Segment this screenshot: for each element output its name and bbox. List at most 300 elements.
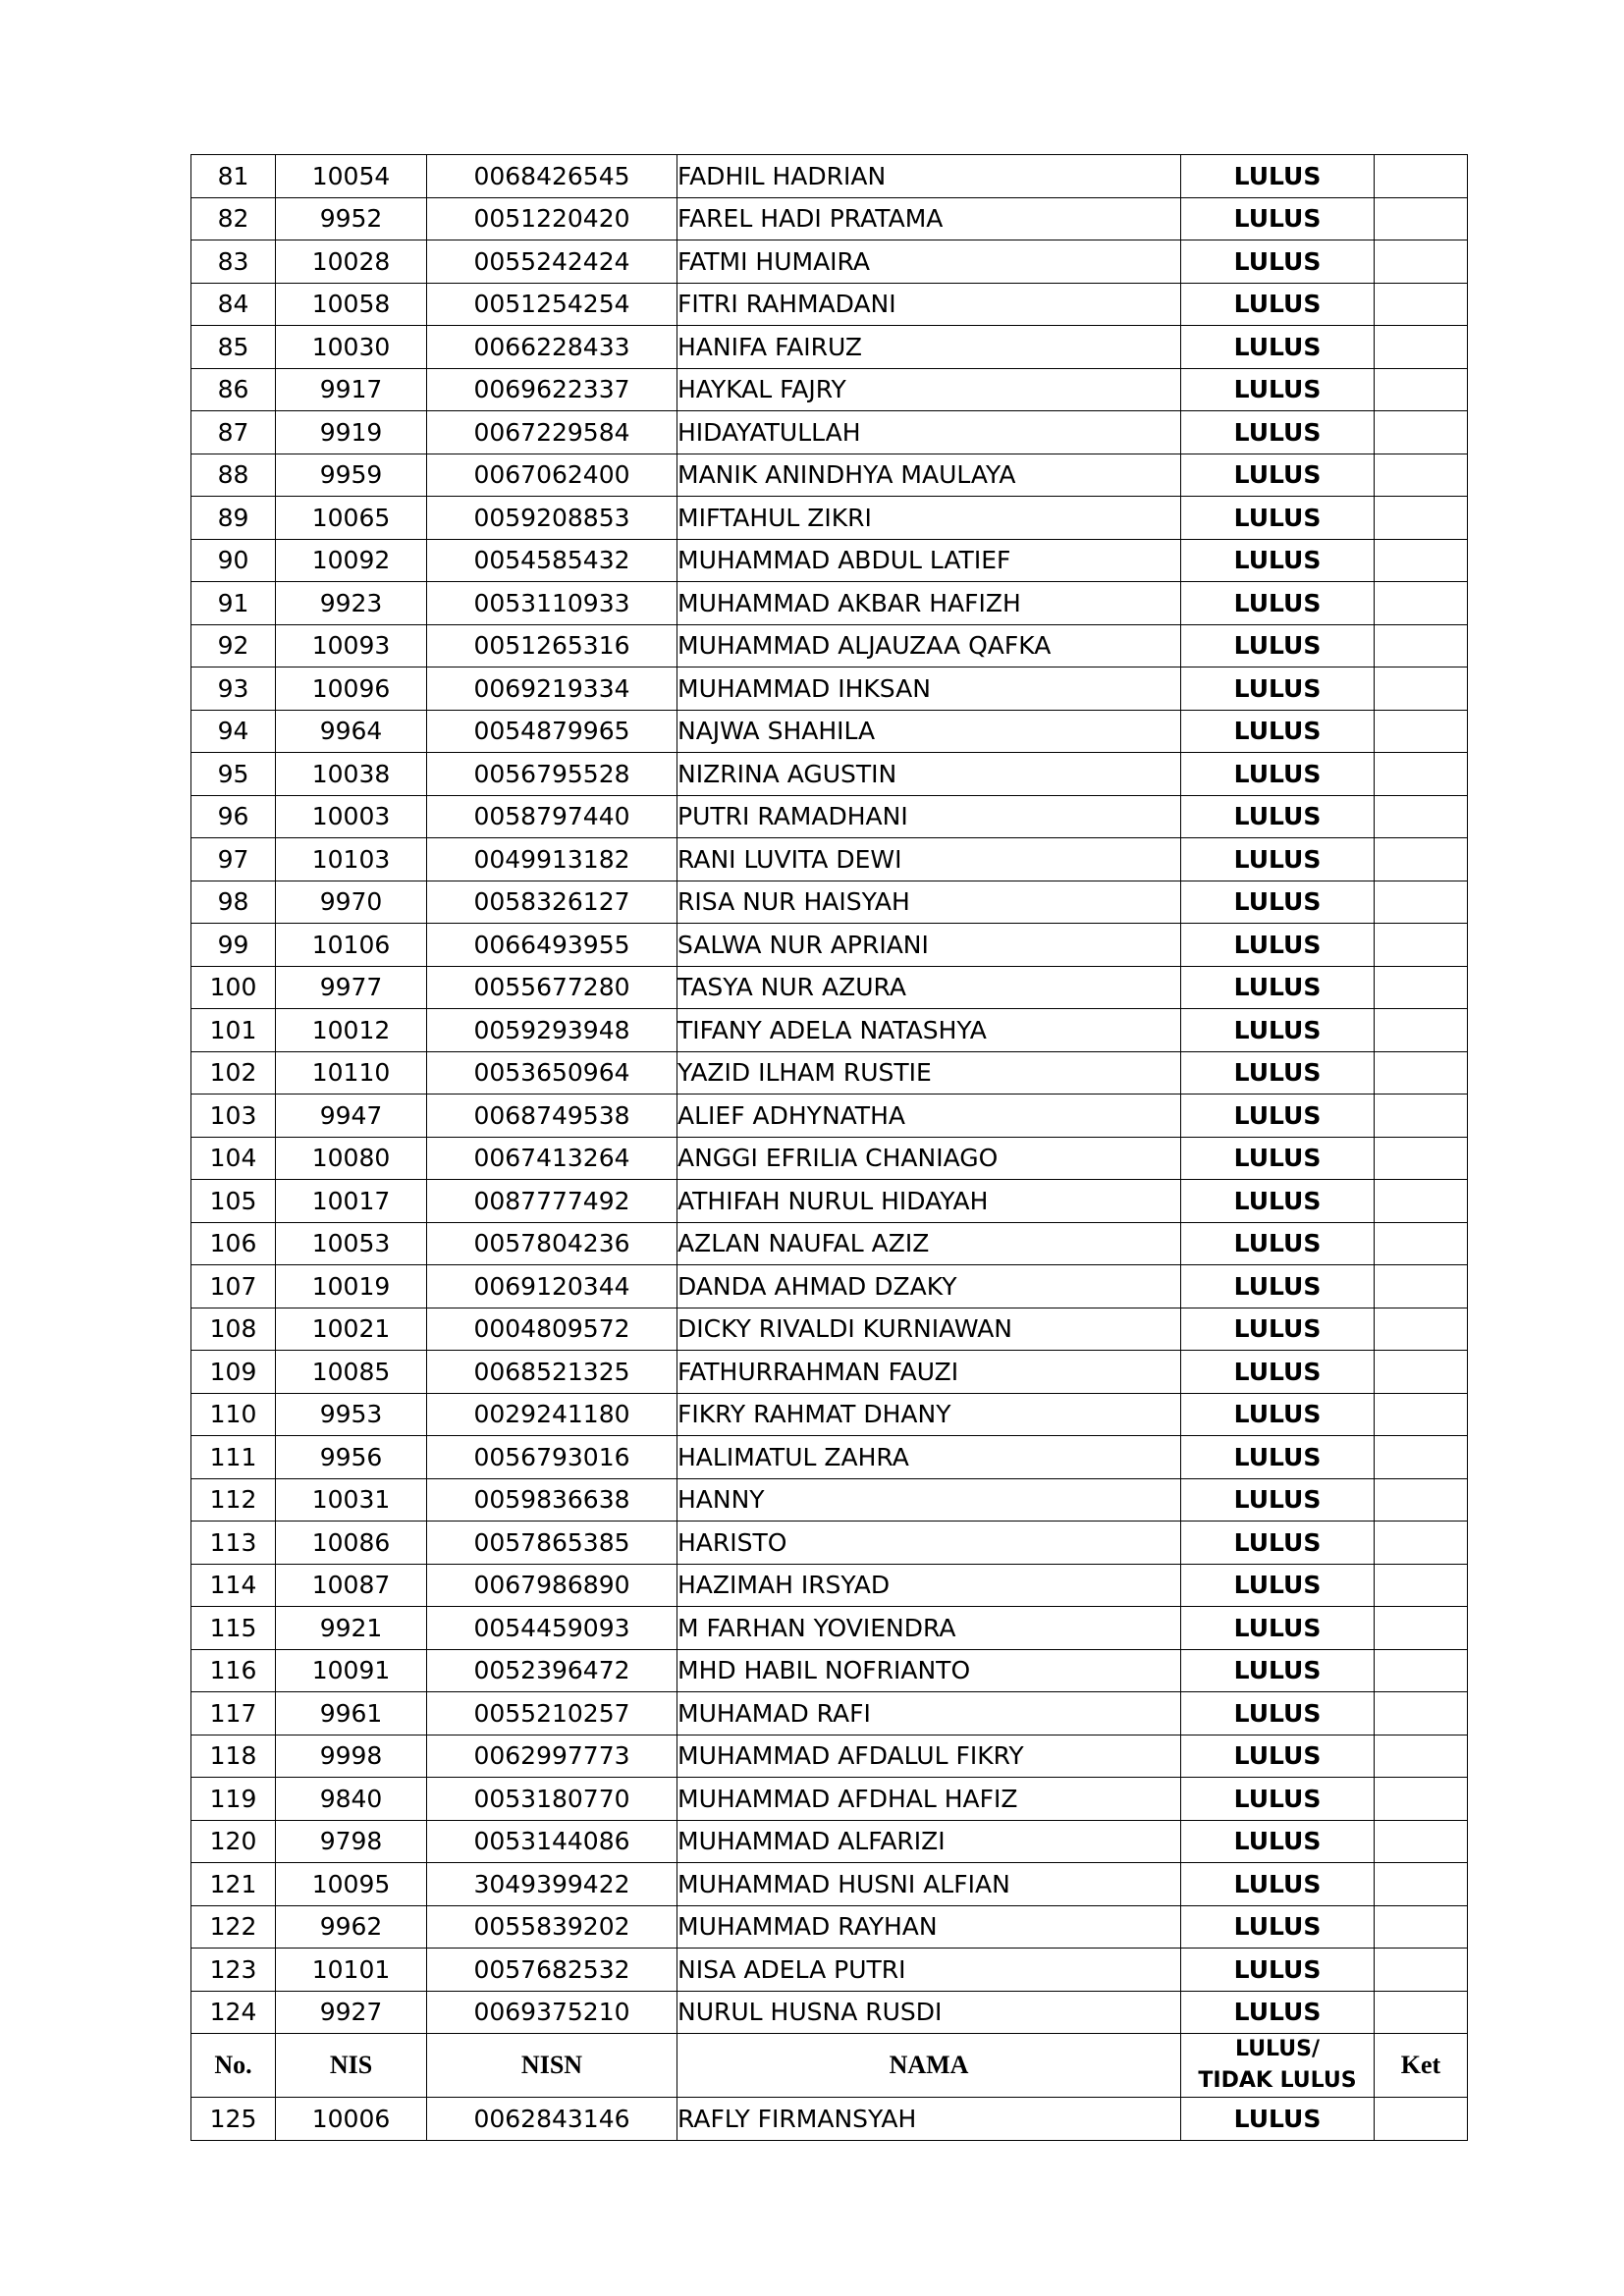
cell-nis: 10091 — [276, 1649, 427, 1692]
cell-nis: 10080 — [276, 1137, 427, 1180]
cell-status: LULUS — [1181, 838, 1375, 881]
cell-nama: MUHAMMAD AFDALUL FIKRY — [677, 1735, 1181, 1778]
table-body-top — [191, 155, 1468, 2034]
cell-nama: HANIFA FAIRUZ — [677, 326, 1181, 369]
cell-no: 82 — [191, 197, 276, 240]
cell-status: LULUS — [1181, 1095, 1375, 1138]
cell-ket — [1375, 1949, 1468, 1992]
cell-nama: RAFLY FIRMANSYAH — [677, 2098, 1181, 2141]
cell-nisn: 0057682532 — [427, 1949, 677, 1992]
cell-nis: 9947 — [276, 1095, 427, 1138]
cell-nis: 10093 — [276, 624, 427, 667]
cell-nama: NURUL HUSNA RUSDI — [677, 1991, 1181, 2034]
cell-nisn: 0049913182 — [427, 838, 677, 881]
table-row — [191, 497, 1468, 540]
cell-nisn: 0057804236 — [427, 1222, 677, 1265]
cell-nis: 9927 — [276, 1991, 427, 2034]
table-row — [191, 924, 1468, 967]
cell-status: LULUS — [1181, 1905, 1375, 1949]
cell-no: 93 — [191, 667, 276, 711]
table-row — [191, 795, 1468, 838]
cell-nis: 9962 — [276, 1905, 427, 1949]
cell-no: 81 — [191, 155, 276, 198]
cell-no: 92 — [191, 624, 276, 667]
cell-nama: FADHIL HADRIAN — [677, 155, 1181, 198]
table-row — [191, 710, 1468, 753]
cell-nis: 9998 — [276, 1735, 427, 1778]
cell-nis: 9964 — [276, 710, 427, 753]
cell-nis: 10006 — [276, 2098, 427, 2141]
cell-ket — [1375, 710, 1468, 753]
table-row — [191, 539, 1468, 582]
cell-nama: HALIMATUL ZAHRA — [677, 1436, 1181, 1479]
cell-nis: 10021 — [276, 1308, 427, 1351]
cell-ket — [1375, 1478, 1468, 1522]
cell-nama: TASYA NUR AZURA — [677, 966, 1181, 1009]
cell-ket — [1375, 582, 1468, 625]
cell-nisn: 0059836638 — [427, 1478, 677, 1522]
cell-no: 105 — [191, 1180, 276, 1223]
cell-no: 87 — [191, 411, 276, 454]
cell-no: 119 — [191, 1778, 276, 1821]
table-row — [191, 1949, 1468, 1992]
cell-nisn: 0069375210 — [427, 1991, 677, 2034]
cell-nama: DICKY RIVALDI KURNIAWAN — [677, 1308, 1181, 1351]
cell-status: LULUS — [1181, 1436, 1375, 1479]
cell-no: 109 — [191, 1351, 276, 1394]
cell-no: 124 — [191, 1991, 276, 2034]
cell-status: LULUS — [1181, 1478, 1375, 1522]
table-row — [191, 1051, 1468, 1095]
table-row — [191, 1308, 1468, 1351]
cell-status: LULUS — [1181, 881, 1375, 924]
table-row — [191, 624, 1468, 667]
cell-nis: 10053 — [276, 1222, 427, 1265]
cell-status: LULUS — [1181, 283, 1375, 326]
cell-nis: 10065 — [276, 497, 427, 540]
cell-no: 99 — [191, 924, 276, 967]
table-row — [191, 1393, 1468, 1436]
cell-nama: RANI LUVITA DEWI — [677, 838, 1181, 881]
table-row — [191, 1351, 1468, 1394]
cell-no: 83 — [191, 240, 276, 284]
cell-nisn: 0062997773 — [427, 1735, 677, 1778]
cell-ket — [1375, 1308, 1468, 1351]
cell-status: LULUS — [1181, 155, 1375, 198]
cell-nis: 9959 — [276, 454, 427, 497]
table-row — [191, 454, 1468, 497]
cell-no: 123 — [191, 1949, 276, 1992]
table-row — [191, 753, 1468, 796]
table-row — [191, 1735, 1468, 1778]
cell-nisn: 0068749538 — [427, 1095, 677, 1138]
cell-nis: 10030 — [276, 326, 427, 369]
cell-ket — [1375, 1778, 1468, 1821]
cell-nama: PUTRI RAMADHANI — [677, 795, 1181, 838]
cell-status: LULUS — [1181, 624, 1375, 667]
header-row — [191, 2034, 1468, 2098]
cell-nisn: 0056793016 — [427, 1436, 677, 1479]
cell-status: LULUS — [1181, 710, 1375, 753]
cell-status: LULUS — [1181, 197, 1375, 240]
cell-status: LULUS — [1181, 1051, 1375, 1095]
cell-nama: HAYKAL FAJRY — [677, 368, 1181, 411]
cell-nama: YAZID ILHAM RUSTIE — [677, 1051, 1181, 1095]
cell-nama: MUHAMMAD ABDUL LATIEF — [677, 539, 1181, 582]
cell-ket — [1375, 1692, 1468, 1735]
cell-status: LULUS — [1181, 966, 1375, 1009]
cell-nis: 9970 — [276, 881, 427, 924]
table-row — [191, 582, 1468, 625]
cell-nama: HAZIMAH IRSYAD — [677, 1564, 1181, 1607]
cell-nisn: 0054585432 — [427, 539, 677, 582]
cell-nama: HARISTO — [677, 1522, 1181, 1565]
cell-nama: HANNY — [677, 1478, 1181, 1522]
cell-status: LULUS — [1181, 1222, 1375, 1265]
cell-nisn: 0069120344 — [427, 1265, 677, 1308]
cell-nis: 10087 — [276, 1564, 427, 1607]
cell-nis: 9921 — [276, 1607, 427, 1650]
cell-no: 125 — [191, 2098, 276, 2141]
cell-status: LULUS — [1181, 1607, 1375, 1650]
table-row — [191, 966, 1468, 1009]
table-row — [191, 1905, 1468, 1949]
cell-no: 107 — [191, 1265, 276, 1308]
cell-no: 102 — [191, 1051, 276, 1095]
cell-status: LULUS — [1181, 1564, 1375, 1607]
cell-status: LULUS — [1181, 1393, 1375, 1436]
cell-nisn: 0053650964 — [427, 1051, 677, 1095]
cell-ket — [1375, 1564, 1468, 1607]
cell-nisn: 0053110933 — [427, 582, 677, 625]
cell-nama: NIZRINA AGUSTIN — [677, 753, 1181, 796]
cell-nis: 10012 — [276, 1009, 427, 1052]
cell-no: 122 — [191, 1905, 276, 1949]
header-status-line2: TIDAK LULUS — [1198, 2068, 1357, 2093]
table-row — [191, 368, 1468, 411]
cell-nama: MUHAMMAD RAYHAN — [677, 1905, 1181, 1949]
table-row — [191, 1692, 1468, 1735]
cell-ket — [1375, 1436, 1468, 1479]
cell-no: 113 — [191, 1522, 276, 1565]
table-header-block — [191, 2034, 1468, 2098]
table-row — [191, 881, 1468, 924]
header-nama: NAMA — [677, 2034, 1181, 2098]
cell-no: 115 — [191, 1607, 276, 1650]
cell-nama: ATHIFAH NURUL HIDAYAH — [677, 1180, 1181, 1223]
cell-ket — [1375, 1351, 1468, 1394]
table-row — [191, 1095, 1468, 1138]
cell-status: LULUS — [1181, 1735, 1375, 1778]
cell-status: LULUS — [1181, 454, 1375, 497]
cell-nisn: 0069622337 — [427, 368, 677, 411]
cell-status: LULUS — [1181, 1692, 1375, 1735]
table-row — [191, 1522, 1468, 1565]
cell-nama: FATMI HUMAIRA — [677, 240, 1181, 284]
cell-nis: 10103 — [276, 838, 427, 881]
cell-nis: 10038 — [276, 753, 427, 796]
table-row — [191, 155, 1468, 198]
cell-no: 111 — [191, 1436, 276, 1479]
table-row — [191, 1009, 1468, 1052]
cell-nis: 10003 — [276, 795, 427, 838]
cell-status: LULUS — [1181, 326, 1375, 369]
table-body-bottom — [191, 2098, 1468, 2141]
cell-nisn: 0069219334 — [427, 667, 677, 711]
cell-nama: FAREL HADI PRATAMA — [677, 197, 1181, 240]
cell-status: LULUS — [1181, 1991, 1375, 2034]
cell-ket — [1375, 1051, 1468, 1095]
cell-no: 96 — [191, 795, 276, 838]
cell-nisn: 0051265316 — [427, 624, 677, 667]
cell-ket — [1375, 753, 1468, 796]
cell-nisn: 0067229584 — [427, 411, 677, 454]
cell-nisn: 0067986890 — [427, 1564, 677, 1607]
cell-no: 95 — [191, 753, 276, 796]
table-row — [191, 667, 1468, 711]
table-row — [191, 1564, 1468, 1607]
cell-status: LULUS — [1181, 368, 1375, 411]
table-row — [191, 411, 1468, 454]
cell-nisn: 0004809572 — [427, 1308, 677, 1351]
cell-ket — [1375, 197, 1468, 240]
cell-no: 104 — [191, 1137, 276, 1180]
table-row — [191, 1137, 1468, 1180]
table-row — [191, 1778, 1468, 1821]
cell-status: LULUS — [1181, 1308, 1375, 1351]
cell-nama: HIDAYATULLAH — [677, 411, 1181, 454]
cell-nis: 10110 — [276, 1051, 427, 1095]
cell-ket — [1375, 667, 1468, 711]
cell-status: LULUS — [1181, 1778, 1375, 1821]
cell-nis: 9952 — [276, 197, 427, 240]
cell-nis: 10028 — [276, 240, 427, 284]
cell-nis: 10096 — [276, 667, 427, 711]
cell-ket — [1375, 1180, 1468, 1223]
cell-nis: 10092 — [276, 539, 427, 582]
cell-nama: NAJWA SHAHILA — [677, 710, 1181, 753]
cell-no: 112 — [191, 1478, 276, 1522]
cell-ket — [1375, 2098, 1468, 2141]
cell-nis: 10101 — [276, 1949, 427, 1992]
cell-status: LULUS — [1181, 1863, 1375, 1906]
cell-nisn: 0068521325 — [427, 1351, 677, 1394]
cell-no: 108 — [191, 1308, 276, 1351]
cell-ket — [1375, 795, 1468, 838]
cell-status: LULUS — [1181, 924, 1375, 967]
cell-no: 89 — [191, 497, 276, 540]
cell-no: 97 — [191, 838, 276, 881]
header-nisn: NISN — [427, 2034, 677, 2098]
cell-nama: ANGGI EFRILIA CHANIAGO — [677, 1137, 1181, 1180]
cell-nis: 10031 — [276, 1478, 427, 1522]
header-ket: Ket — [1375, 2034, 1468, 2098]
cell-no: 100 — [191, 966, 276, 1009]
header-status-line1: LULUS/ — [1234, 2037, 1321, 2061]
cell-nisn: 0029241180 — [427, 1393, 677, 1436]
cell-nis: 9961 — [276, 1692, 427, 1735]
cell-ket — [1375, 1607, 1468, 1650]
cell-nama: MUHAMAD RAFI — [677, 1692, 1181, 1735]
cell-nisn: 0058326127 — [427, 881, 677, 924]
cell-nisn: 0056795528 — [427, 753, 677, 796]
cell-no: 103 — [191, 1095, 276, 1138]
cell-nisn: 0062843146 — [427, 2098, 677, 2141]
table-row — [191, 1991, 1468, 2034]
cell-nama: MHD HABIL NOFRIANTO — [677, 1649, 1181, 1692]
cell-nama: MUHAMMAD ALJAUZAA QAFKA — [677, 624, 1181, 667]
cell-nis: 10106 — [276, 924, 427, 967]
table-row — [191, 1478, 1468, 1522]
cell-no: 106 — [191, 1222, 276, 1265]
cell-ket — [1375, 411, 1468, 454]
header-nis: NIS — [276, 2034, 427, 2098]
cell-ket — [1375, 1820, 1468, 1863]
table-row — [191, 1607, 1468, 1650]
header-status — [1181, 2034, 1375, 2098]
cell-status: LULUS — [1181, 1522, 1375, 1565]
cell-nama: ALIEF ADHYNATHA — [677, 1095, 1181, 1138]
cell-nisn: 0055210257 — [427, 1692, 677, 1735]
cell-ket — [1375, 539, 1468, 582]
cell-status: LULUS — [1181, 1351, 1375, 1394]
cell-no: 94 — [191, 710, 276, 753]
cell-status: LULUS — [1181, 1649, 1375, 1692]
cell-ket — [1375, 881, 1468, 924]
cell-no: 121 — [191, 1863, 276, 1906]
cell-no: 116 — [191, 1649, 276, 1692]
cell-nama: TIFANY ADELA NATASHYA — [677, 1009, 1181, 1052]
cell-status: LULUS — [1181, 667, 1375, 711]
cell-ket — [1375, 283, 1468, 326]
cell-nis: 10058 — [276, 283, 427, 326]
cell-status: LULUS — [1181, 1137, 1375, 1180]
cell-status: LULUS — [1181, 1820, 1375, 1863]
cell-nama: MUHAMMAD AKBAR HAFIZH — [677, 582, 1181, 625]
cell-nama: NISA ADELA PUTRI — [677, 1949, 1181, 1992]
table-row — [191, 283, 1468, 326]
cell-nisn: 0057865385 — [427, 1522, 677, 1565]
cell-ket — [1375, 1009, 1468, 1052]
cell-nisn: 0053180770 — [427, 1778, 677, 1821]
cell-nis: 9840 — [276, 1778, 427, 1821]
table-row — [191, 1180, 1468, 1223]
cell-ket — [1375, 966, 1468, 1009]
cell-ket — [1375, 155, 1468, 198]
cell-status: LULUS — [1181, 2098, 1375, 2141]
cell-ket — [1375, 326, 1468, 369]
cell-ket — [1375, 1991, 1468, 2034]
cell-nis: 9977 — [276, 966, 427, 1009]
cell-ket — [1375, 924, 1468, 967]
cell-ket — [1375, 624, 1468, 667]
cell-nisn: 0066228433 — [427, 326, 677, 369]
cell-ket — [1375, 1393, 1468, 1436]
table-row — [191, 240, 1468, 284]
cell-nis: 10085 — [276, 1351, 427, 1394]
cell-no: 85 — [191, 326, 276, 369]
cell-nisn: 0059208853 — [427, 497, 677, 540]
cell-ket — [1375, 1905, 1468, 1949]
cell-no: 88 — [191, 454, 276, 497]
cell-nama: MUHAMMAD AFDHAL HAFIZ — [677, 1778, 1181, 1821]
cell-status: LULUS — [1181, 240, 1375, 284]
cell-nama: MUHAMMAD HUSNI ALFIAN — [677, 1863, 1181, 1906]
cell-nis: 9953 — [276, 1393, 427, 1436]
cell-nis: 9919 — [276, 411, 427, 454]
cell-nama: FIKRY RAHMAT DHANY — [677, 1393, 1181, 1436]
cell-nama: M FARHAN YOVIENDRA — [677, 1607, 1181, 1650]
cell-nama: FATHURRAHMAN FAUZI — [677, 1351, 1181, 1394]
cell-nisn: 0051254254 — [427, 283, 677, 326]
cell-no: 114 — [191, 1564, 276, 1607]
cell-nisn: 0052396472 — [427, 1649, 677, 1692]
cell-nama: MIFTAHUL ZIKRI — [677, 497, 1181, 540]
cell-nama: FITRI RAHMADANI — [677, 283, 1181, 326]
cell-ket — [1375, 497, 1468, 540]
cell-ket — [1375, 454, 1468, 497]
table-row — [191, 1863, 1468, 1906]
cell-nisn: 0087777492 — [427, 1180, 677, 1223]
cell-nisn: 0051220420 — [427, 197, 677, 240]
table-row — [191, 1649, 1468, 1692]
table-row — [191, 2098, 1468, 2141]
cell-nama: RISA NUR HAISYAH — [677, 881, 1181, 924]
cell-nama: MANIK ANINDHYA MAULAYA — [677, 454, 1181, 497]
table-row — [191, 1436, 1468, 1479]
cell-nisn: 0055839202 — [427, 1905, 677, 1949]
cell-no: 118 — [191, 1735, 276, 1778]
cell-ket — [1375, 1522, 1468, 1565]
header-no: No. — [191, 2034, 276, 2098]
cell-ket — [1375, 1265, 1468, 1308]
cell-no: 120 — [191, 1820, 276, 1863]
table-row — [191, 326, 1468, 369]
cell-ket — [1375, 1863, 1468, 1906]
cell-status: LULUS — [1181, 1949, 1375, 1992]
cell-status: LULUS — [1181, 539, 1375, 582]
cell-nisn: 0054879965 — [427, 710, 677, 753]
cell-ket — [1375, 1735, 1468, 1778]
cell-ket — [1375, 1137, 1468, 1180]
cell-nisn: 0054459093 — [427, 1607, 677, 1650]
cell-nis: 9798 — [276, 1820, 427, 1863]
cell-status: LULUS — [1181, 1009, 1375, 1052]
cell-nis: 9956 — [276, 1436, 427, 1479]
cell-nama: DANDA AHMAD DZAKY — [677, 1265, 1181, 1308]
cell-nama: SALWA NUR APRIANI — [677, 924, 1181, 967]
cell-nis: 10086 — [276, 1522, 427, 1565]
cell-ket — [1375, 240, 1468, 284]
cell-no: 86 — [191, 368, 276, 411]
cell-ket — [1375, 1649, 1468, 1692]
cell-ket — [1375, 368, 1468, 411]
graduation-table — [190, 154, 1468, 2141]
cell-nisn: 0067062400 — [427, 454, 677, 497]
cell-status: LULUS — [1181, 497, 1375, 540]
cell-nisn: 0067413264 — [427, 1137, 677, 1180]
cell-nis: 10019 — [276, 1265, 427, 1308]
cell-no: 101 — [191, 1009, 276, 1052]
table-row — [191, 838, 1468, 881]
cell-nis: 10054 — [276, 155, 427, 198]
cell-ket — [1375, 1222, 1468, 1265]
table-row — [191, 197, 1468, 240]
cell-nama: MUHAMMAD IHKSAN — [677, 667, 1181, 711]
cell-nisn: 0059293948 — [427, 1009, 677, 1052]
cell-nama: MUHAMMAD ALFARIZI — [677, 1820, 1181, 1863]
cell-status: LULUS — [1181, 411, 1375, 454]
